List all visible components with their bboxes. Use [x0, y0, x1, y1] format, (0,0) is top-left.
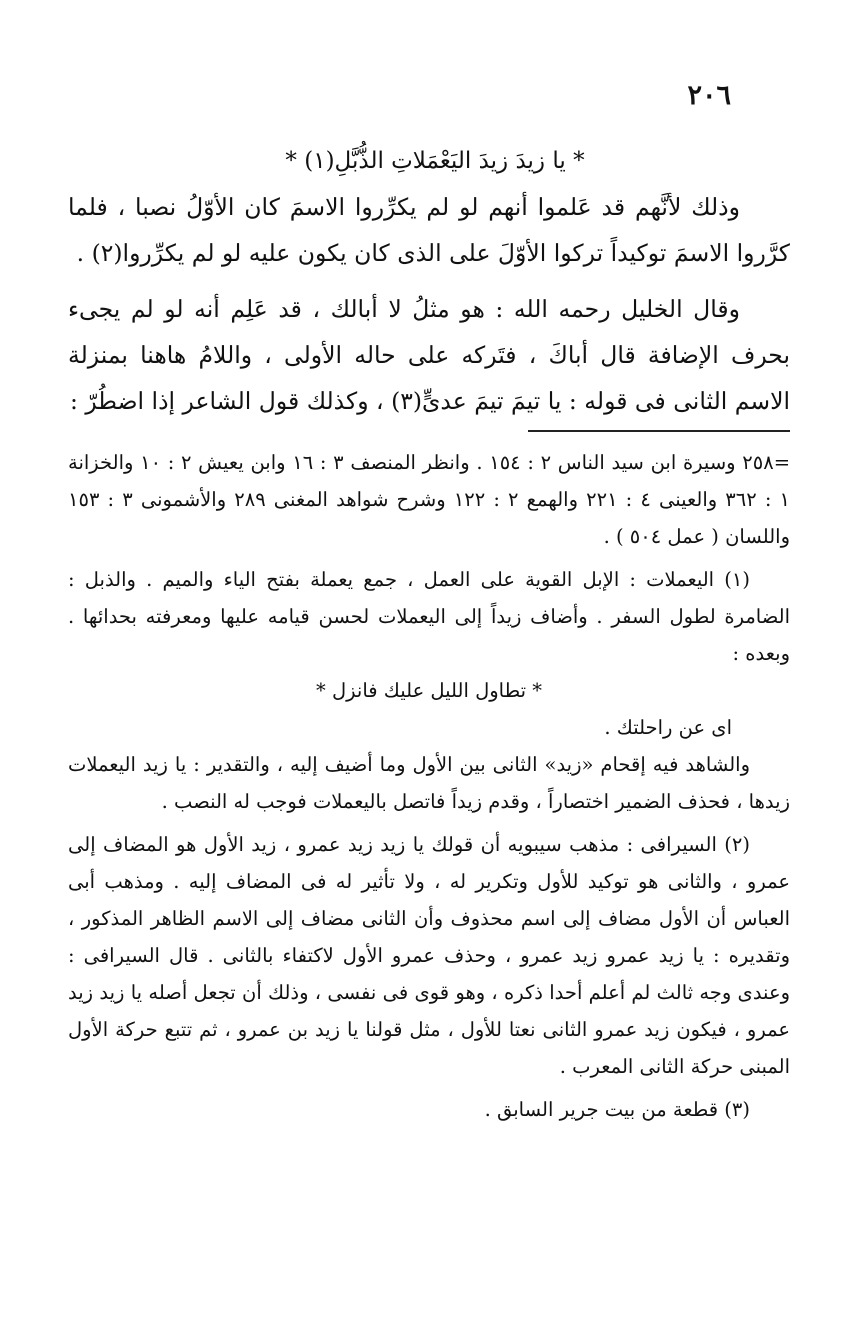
footnote-2: (٢) السيرافى : مذهب سيبويه أن قولك يا زيد زيد عمرو ، زيد الأول هو المضاف إلى عمرو ، والثانى هو توكيد للأول وتكرير له ، ولا تأثير له فى المضاف إليه . ومذهب أبى العباس أن الأول مضاف إلى اسم محذوف وأن الثانى مضاف إلى الاسم الظاهر المذكور ، وتقديره : يا زيد عمرو زيد عمرو ، وحذف عمرو الأول لاكتفاء بالثانى . قال السيرافى : وعندى وجه ثالث لم أعلم أحدا ذكره ، وهو قوى فى نفسى ، وذلك أن تجعل أصله يا زيد زيد عمرو ، فيكون زيد عمرو الثانى نعتا للأول ، مثل قولنا يا زيد بن عمرو ، ثم تتبع حركة الأول المبنى حركة الثانى المعرب . [68, 833, 790, 1078]
footnote-verse: * تطاول الليل عليك فانزل * [316, 679, 542, 702]
verse-line: * يا زيدَ زيدَ اليَعْمَلاتِ الذُّبَّلِ(١) * [285, 148, 585, 174]
main-paragraph: وذلك لأنَّهم قد عَلموا أنهم لو لم يكرِّروا الاسمَ كان الأوّلُ نصبا ، فلما كرَّروا الاسمَ توكيداً تركوا الأوّلَ على الذى كان يكون عليه لو لم يكرِّروا(٢) . [68, 193, 790, 267]
book-page [68, 78, 790, 1298]
page-number: ٢٠٦ [687, 80, 731, 111]
footnote-gloss: اى عن راحلتك . [604, 716, 732, 739]
footnote-continuation: =٢٥٨ وسيرة ابن سيد الناس ٢ : ١٥٤ . وانظر المنصف ٣ : ١٦ وابن يعيش ٢ : ١٠ والخزانة ١ : ٣٦٢ والعينى ٤ : ٢٢١ والهمع ٢ : ١٢٢ وشرح شواهد المغنى ٢٨٩ والأشمونى ٣ : ١٥٣ واللسان ( عمل ٥٠٤ ) . [68, 451, 791, 548]
main-text [68, 184, 790, 424]
main-paragraph: وقال الخليل رحمه الله : هو مثلُ لا أبالك ، قد عَلِم أنه لو لم يجىء بحرف الإضافة قال أباكَ ، فتَركه على حاله الأولى ، واللامُ هاهنا بمنزلة الاسم الثانى فى قوله : يا تيمَ تيمَ عدىٍّ(٣) ، وكذلك قول الشاعر إذا اضطُرّ : [68, 295, 790, 415]
footnote-1: (١) اليعملات : الإبل القوية على العمل ، جمع يعملة بفتح الياء والميم . والذبل : الضامرة لطول السفر . وأضاف زيداً إلى اليعملات لحسن قيامه عليها ومعرفته بحدائها . وبعده : [68, 568, 790, 665]
footnote-3: (٣) قطعة من بيت جرير السابق . [484, 1098, 750, 1121]
footnotes [68, 444, 790, 1128]
footnote-divider [528, 430, 790, 432]
footnote-witness: والشاهد فيه إقحام «زيد» الثانى بين الأول وما أضيف إليه ، والتقدير : يا زيد اليعملات زيدها ، فحذف الضمير اختصاراً ، وقدم زيداً فاتصل باليعملات فوجب له النصب . [68, 753, 790, 813]
